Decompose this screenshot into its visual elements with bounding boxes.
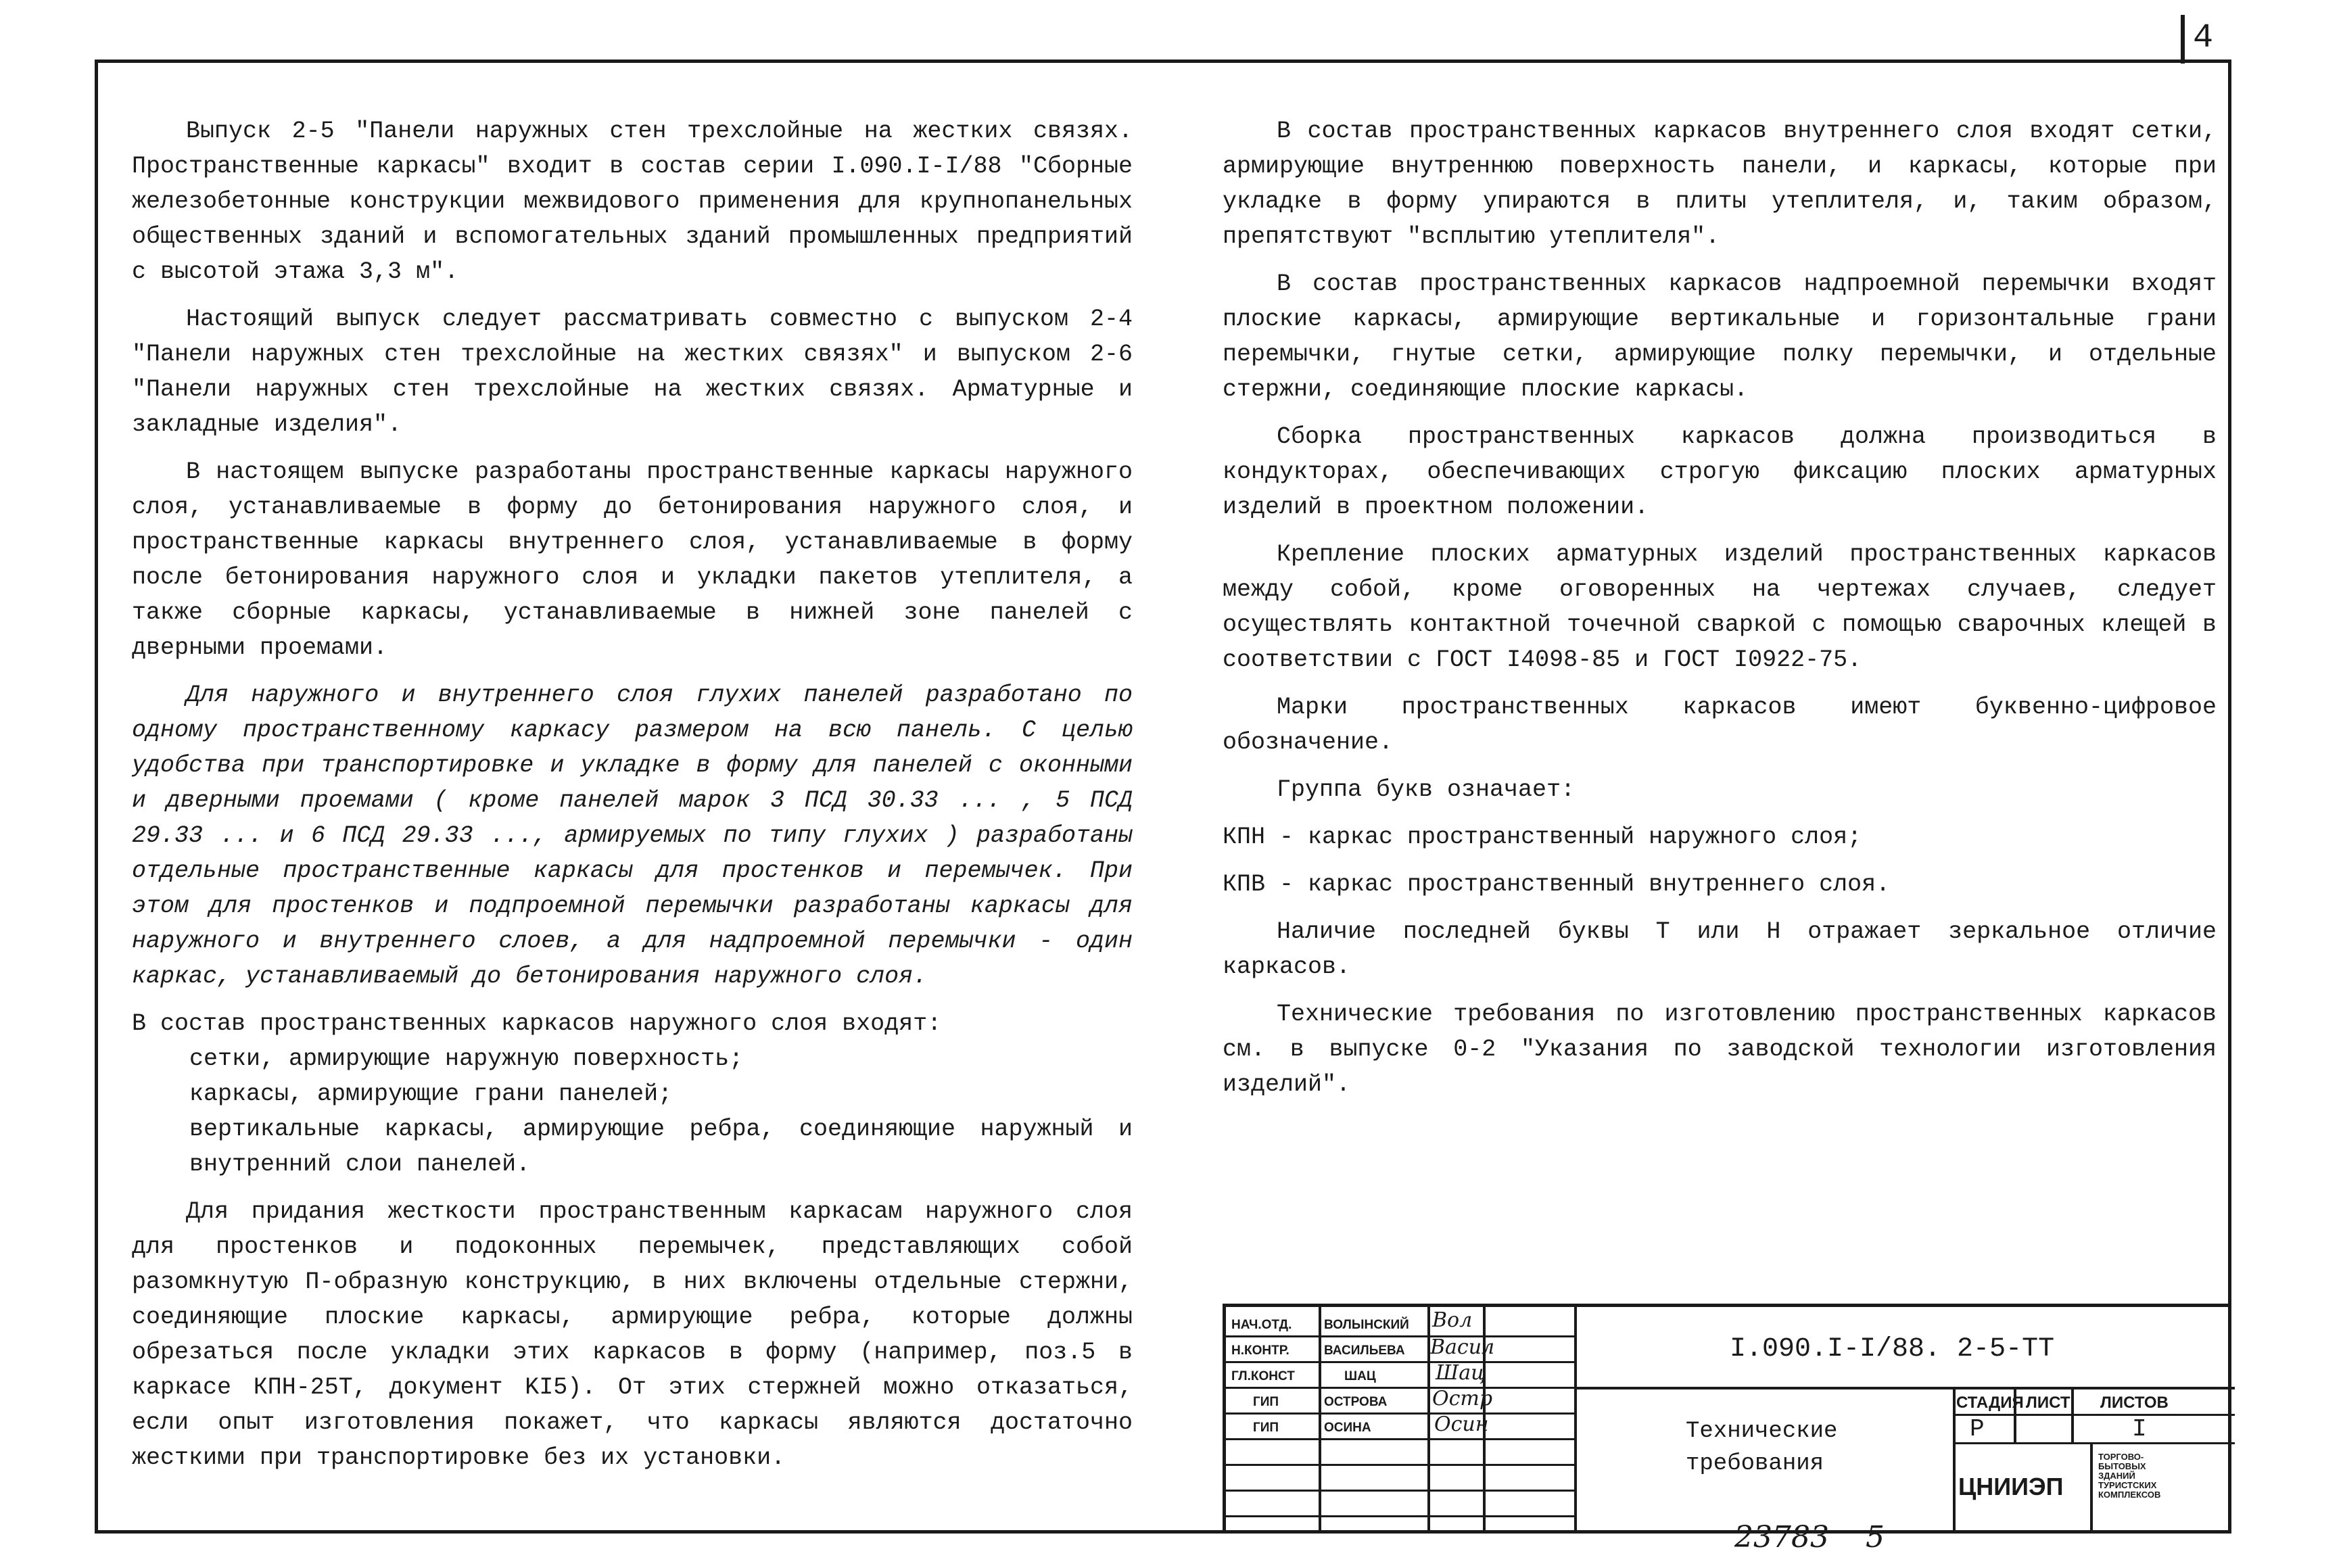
title-block-line — [1226, 1438, 1574, 1440]
organization-subtitle — [2098, 1452, 2160, 1500]
sheet-number-tick — [2181, 15, 2185, 64]
sheet-number: 4 — [2193, 19, 2214, 57]
title-block-line — [2071, 1389, 2074, 1444]
sheets-header: ЛИСТОВ — [2100, 1394, 2169, 1412]
list-item: каркасы, армирующие грани панелей; — [189, 1080, 673, 1108]
right-text-column — [1223, 114, 2217, 1114]
org-subtitle-line: ТУРИСТСКИХ — [2098, 1480, 2157, 1490]
title-block-line — [1953, 1414, 2235, 1416]
title-block-line — [1226, 1361, 1574, 1363]
title-block-line — [1953, 1442, 2235, 1444]
paragraph: Выпуск 2-5 "Панели наружных стен трехслойные на жестких связях. Пространственные каркасы" входит в состав серии I.090.I-I/88 "Сборные железобетонные конструкции межвидового применения для крупнопанельных общественных зданий и вспомогательных зданий промышленных предприятий с высотой этажа 3,3 м". — [132, 118, 1133, 285]
title-block-line — [1226, 1412, 1574, 1415]
title-block — [1223, 1304, 2231, 1534]
document-title-line: Технические — [1686, 1419, 1838, 1444]
paragraph: Для придания жесткости пространственным каркасам наружного слоя для простенков и подоконных перемычек, представляющих собой разомкнутую П-образную конструкцию, в них включены отдельные стержни, соединяющие плоские каркасы, армирующие ребра, которые должны обрезаться после укладки этих каркасов в форму (например, поз.5 в каркасе КПН-25Т, документ KI5). От этих стержней можно отказаться, если опыт изготовления покажет, что каркасы являются достаточно жесткими при транспортировке без их установки. — [132, 1198, 1133, 1471]
role-label: ГИП — [1253, 1421, 1279, 1435]
paragraph-heading: В состав пространственных каркасов наружного слоя входят: — [132, 1010, 942, 1037]
title-block-line — [1226, 1387, 1574, 1389]
left-text-column — [132, 114, 1133, 1488]
paragraph: В состав пространственных каркасов внутреннего слоя входят сетки, армирующие внутреннюю поверхность панели, и каркасы, которые при укладке в форму упираются в плиты утеплителя, и, таким образом, препятствуют "всплытию утеплителя". — [1223, 118, 2217, 250]
role-label: Н.КОНТР. — [1231, 1344, 1289, 1358]
role-label: ГЛ.КОНСТ — [1231, 1369, 1295, 1383]
role-label: ГИП — [1253, 1395, 1279, 1409]
document-title-line: требования — [1686, 1451, 1824, 1477]
signature: Шац — [1436, 1361, 1486, 1385]
signature: Васил — [1430, 1335, 1495, 1359]
paragraph: В настоящем выпуске разработаны пространственные каркасы наружного слоя, устанавливаемые в форму до бетонирования наружного слоя, и пространственные каркасы внутреннего слоя, устанавливаемые в форму после бетонирования наружного слоя и укладки пакетов утеплителя, а также сборные каркасы, устанавливаемые в нижней зоне панелей с дверными проемами. — [132, 458, 1133, 661]
title-block-line — [1953, 1389, 1956, 1534]
person-name: ВАСИЛЬЕВА — [1324, 1344, 1405, 1358]
inventory-number — [1734, 1520, 1885, 1554]
inventory-number-value: 23783 — [1734, 1520, 1829, 1554]
organization-name: ЦНИИЭП — [1958, 1473, 2064, 1500]
person-name: ВОЛЫНСКИЙ — [1324, 1318, 1409, 1332]
document-title — [1686, 1415, 1837, 1480]
paragraph: Настоящий выпуск следует рассматривать совместно с выпуском 2-4 "Панели наружных стен трехслойные на жестких связях" и выпуском 2-6 "Панели наружных стен трехслойные на жестких связях. Арматурные и закладные изделия". — [132, 306, 1133, 438]
person-name: ОСТРОВА — [1324, 1395, 1388, 1409]
title-block-line — [1226, 1335, 1574, 1337]
paragraph: Группа букв означает: — [1277, 776, 1576, 803]
signature: Вол — [1432, 1308, 1473, 1332]
person-name: ОСИНА — [1324, 1421, 1371, 1435]
paragraph: Крепление плоских арматурных изделий пространственных каркасов между собой, кроме оговоренных на чертежах случаев, следует осуществлять контактной точечной сваркой с помощью сварочных клещей в соответствии с ГОСТ I4098-85 и ГОСТ I0922-75. — [1223, 541, 2217, 673]
signature: Остр — [1432, 1387, 1493, 1410]
paragraph: Для наружного и внутреннего слоя глухих панелей разработано по одному пространственному каркасу размером на всю панель. С целью удобства при транспортировке и укладке в форму для панелей с оконными и дверными проемами ( кроме панелей марок 3 ПСД 30.33 ... , 5 ПСД 29.33 ... и 6 ПСД 29.33 ..., армируемых по типу глухих ) разработаны отдельные пространственные каркасы для простенков и перемычек. При этом для простенков и подпроемной перемычки разработаны каркасы для наружного и внутреннего слоев, а для надпроемной перемычки - один каркас, устанавливаемый до бетонирования наружного слоя. — [132, 682, 1133, 990]
stage-header: СТАДИЯ — [1956, 1394, 2024, 1412]
org-subtitle-line: БЫТОВЫХ — [2098, 1461, 2146, 1471]
paragraph: Наличие последней буквы Т или Н отражает зеркальное отличие каркасов. — [1223, 918, 2217, 980]
paragraph: Сборка пространственных каркасов должна производиться в кондукторах, обеспечивающих строгую фиксацию плоских арматурных изделий в проектном положении. — [1223, 423, 2217, 521]
paragraph: В состав пространственных каркасов надпроемной перемычки входят плоские каркасы, армирующие вертикальные и горизонтальные грани перемычки, гнутые сетки, армирующие полку перемычки, и отдельные стержни, соединяющие плоские каркасы. — [1223, 270, 2217, 403]
title-block-line — [2090, 1442, 2093, 1534]
definition-item: КПН - каркас пространственный наружного слоя; — [1223, 824, 1862, 851]
stage-value: Р — [1970, 1415, 1985, 1443]
list-item: вертикальные каркасы, армирующие ребра, соединяющие наружный и внутренний слои панелей. — [189, 1116, 1133, 1178]
sheets-value: I — [2132, 1415, 2147, 1443]
inventory-suffix: 5 — [1865, 1520, 1885, 1554]
title-block-line — [1574, 1307, 1577, 1534]
person-name: ШАЦ — [1344, 1369, 1376, 1383]
sheet-header: ЛИСТ — [2026, 1394, 2070, 1412]
title-block-line — [1226, 1490, 1574, 1492]
title-block-line — [1226, 1515, 1574, 1517]
title-block-line — [1574, 1387, 2235, 1389]
definition-item: КПВ - каркас пространственный внутреннего слоя. — [1223, 871, 1891, 898]
list-item: сетки, армирующие наружную поверхность; — [189, 1045, 744, 1072]
paragraph: Марки пространственных каркасов имеют буквенно-цифровое обозначение. — [1223, 694, 2217, 756]
org-subtitle-line: ЗДАНИЙ — [2098, 1471, 2135, 1481]
paragraph: Технические требования по изготовлению пространственных каркасов см. в выпуске 0-2 "Указания по заводской технологии изготовления изделий". — [1223, 1001, 2217, 1098]
org-subtitle-line: ТОРГОВО- — [2098, 1452, 2144, 1462]
org-subtitle-line: КОМПЛЕКСОВ — [2098, 1490, 2161, 1500]
role-label: НАЧ.ОТД. — [1231, 1318, 1292, 1332]
title-block-line — [1319, 1307, 1321, 1534]
title-block-line — [1226, 1464, 1574, 1466]
document-code: I.090.I-I/88. 2-5-ТТ — [1730, 1334, 2055, 1364]
signature: Осин — [1434, 1412, 1489, 1436]
